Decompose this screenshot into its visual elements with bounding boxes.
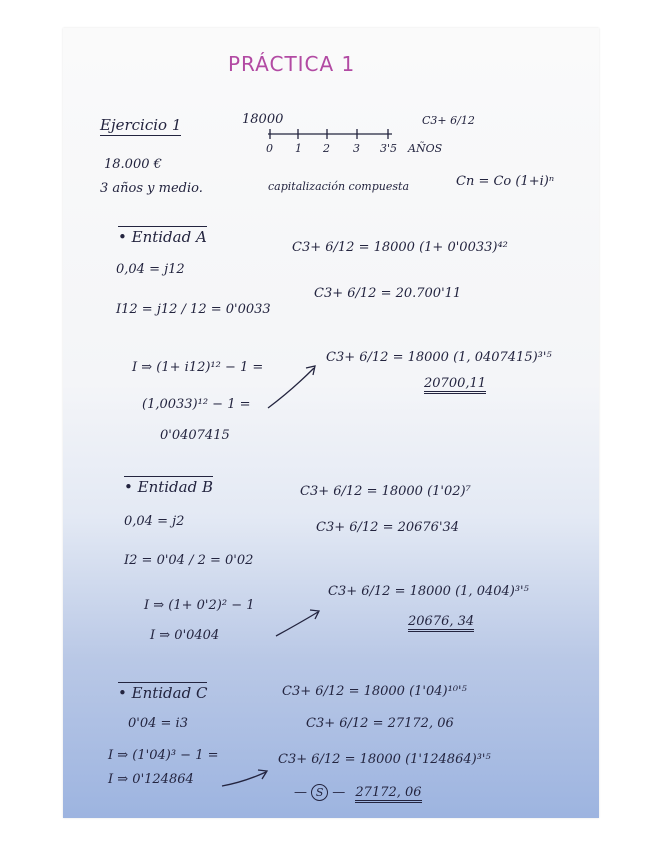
entidad-c-eq3: C3+ 6/12 = 18000 (1'124864)³'⁵ bbox=[278, 752, 491, 767]
entidad-c-final-row: — S — 27172, 06 bbox=[294, 784, 422, 801]
page-title: PRÁCTICA 1 bbox=[228, 52, 356, 76]
entidad-b-i2: I2 = 0'04 / 2 = 0'02 bbox=[124, 553, 254, 568]
timeline-tick-2: 2 bbox=[323, 142, 330, 155]
entidad-c-label: • Entidad C bbox=[118, 684, 208, 702]
entidad-a-result: 0'0407415 bbox=[160, 428, 230, 443]
entidad-c-equiv: I ⇒ (1'04)³ − 1 = bbox=[108, 748, 219, 763]
method-text: capitalización compuesta bbox=[268, 180, 410, 193]
entidad-c-rate: 0'04 = i3 bbox=[128, 716, 188, 731]
entidad-b-eq3: C3+ 6/12 = 18000 (1, 0404)³'⁵ bbox=[328, 584, 529, 599]
entidad-c-eq1: C3+ 6/12 = 18000 (1'04)¹⁰'⁵ bbox=[282, 684, 467, 699]
entidad-b-eq1: C3+ 6/12 = 18000 (1'02)⁷ bbox=[300, 484, 471, 499]
entidad-a-calc: (1,0033)¹² − 1 = bbox=[142, 397, 251, 412]
entidad-b-equiv: I ⇒ (1+ 0'2)² − 1 bbox=[144, 598, 255, 613]
timeline-tick-1: 1 bbox=[295, 142, 302, 155]
duration-text: 3 años y medio. bbox=[100, 181, 203, 196]
entidad-b-eq2: C3+ 6/12 = 20676'34 bbox=[316, 520, 460, 535]
entidad-a-eq2: C3+ 6/12 = 20.700'11 bbox=[314, 286, 462, 301]
entidad-c-result: I ⇒ 0'124864 bbox=[108, 772, 194, 787]
capital-amount: 18.000 € bbox=[104, 157, 162, 172]
entidad-a-equiv: I ⇒ (1+ i12)¹² − 1 = bbox=[132, 360, 264, 375]
timeline-start: 18000 bbox=[242, 112, 284, 127]
ejercicio-label: Ejercicio 1 bbox=[100, 116, 182, 134]
entidad-a-rate: 0,04 = j12 bbox=[116, 262, 185, 277]
timeline-tick-units: AÑOS bbox=[408, 142, 443, 155]
entidad-a-i12: I12 = j12 / 12 = 0'0033 bbox=[116, 302, 271, 317]
entidad-a-eq1: C3+ 6/12 = 18000 (1+ 0'0033)⁴² bbox=[292, 240, 508, 255]
entidad-b-result: I ⇒ 0'0404 bbox=[150, 628, 220, 643]
entidad-b-label: • Entidad B bbox=[124, 478, 213, 496]
entidad-a-eq3: C3+ 6/12 = 18000 (1, 0407415)³'⁵ bbox=[326, 350, 552, 365]
entidad-a-label: • Entidad A bbox=[118, 228, 207, 246]
entidad-b-rate: 0,04 = j2 bbox=[124, 514, 185, 529]
timeline-tick-3-5: 3'5 bbox=[380, 142, 398, 155]
timeline-target: C3+ 6/12 bbox=[422, 114, 475, 127]
timeline-tick-0: 0 bbox=[266, 142, 273, 155]
entidad-a-final: 20700,11 bbox=[424, 376, 486, 394]
formula-text: Cn = Co (1+i)ⁿ bbox=[456, 174, 555, 189]
timeline-tick-3: 3 bbox=[353, 142, 360, 155]
entidad-c-final: 27172, 06 bbox=[355, 785, 421, 803]
entidad-b-final: 20676, 34 bbox=[408, 614, 474, 632]
entidad-c-eq2: C3+ 6/12 = 27172, 06 bbox=[306, 716, 454, 731]
circled-mark: S bbox=[311, 784, 328, 801]
